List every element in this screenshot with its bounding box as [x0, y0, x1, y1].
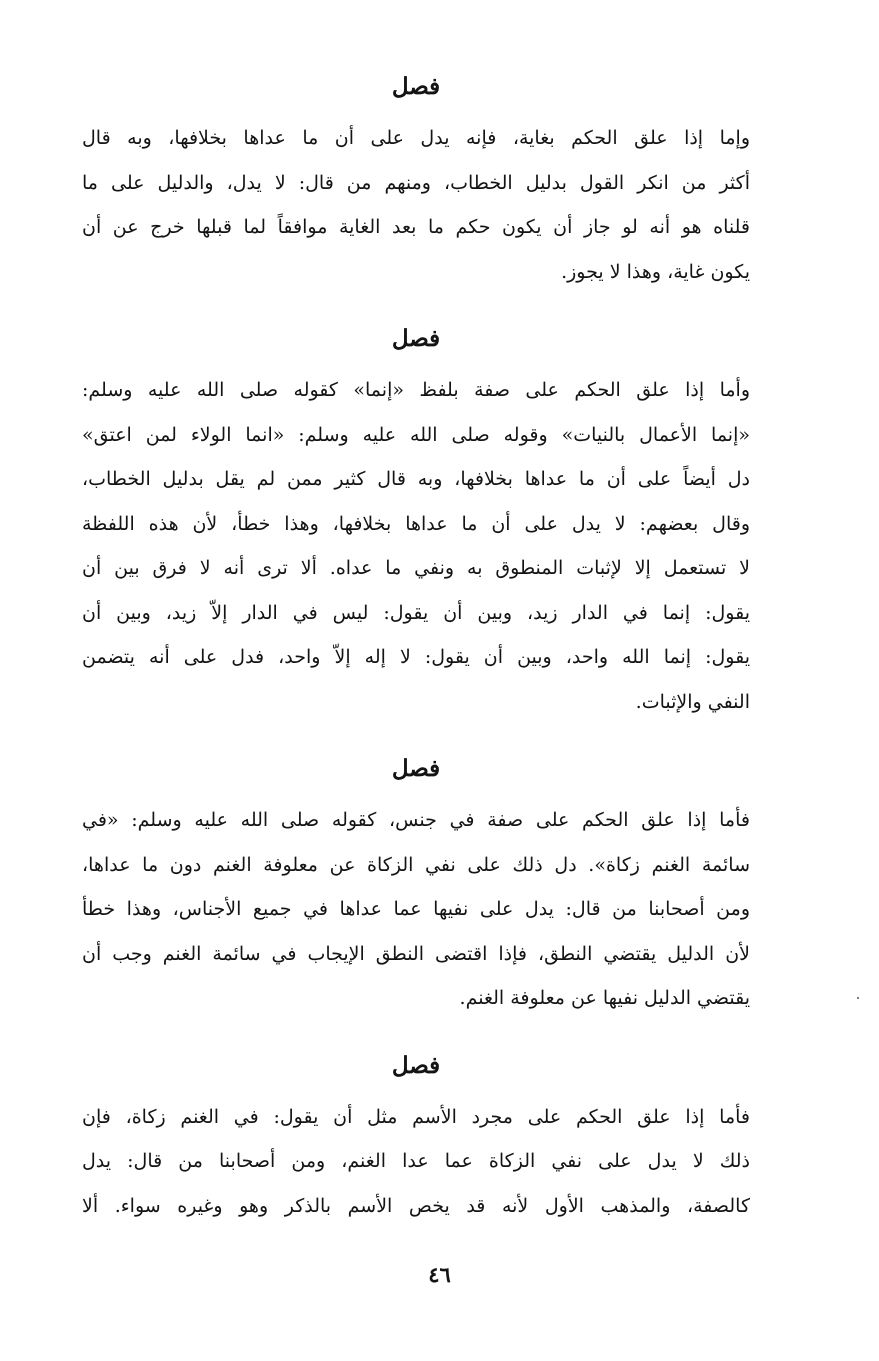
- text-line: لأن الدليل يقتضي النطق، فإذا اقتضى النطق الإيجاب في سائمة الغنم وجب أن: [82, 942, 750, 965]
- paragraph: [82, 798, 750, 1021]
- text-line: يقول: إنما الله واحد، وبين أن يقول: لا إله إلاّ واحد، فدل على أنه يتضمن: [82, 646, 750, 668]
- text-line: يقتضي الدليل نفيها عن معلوفة الغنم.: [459, 987, 750, 1009]
- text-line: يقول: إنما في الدار زيد، وبين أن يقول: ليس في الدار إلاّ زيد، وبين أن: [82, 601, 750, 624]
- page-body: [82, 70, 750, 1228]
- paragraph: [82, 116, 750, 294]
- paragraph: [82, 368, 750, 724]
- section-4: [82, 1049, 750, 1229]
- scan-speck: [857, 997, 859, 999]
- text-line: كالصفة، والمذهب الأول لأنه قد يخص الأسم بالذكر وهو وغيره سواء. ألا: [82, 1194, 750, 1217]
- text-line: أكثر من انكر القول بدليل الخطاب، ومنهم من قال: لا يدل، والدليل على ما: [82, 171, 750, 194]
- section-heading: فصل: [391, 755, 441, 782]
- text-line: النفي والإثبات.: [635, 690, 750, 713]
- section-2: [82, 322, 750, 724]
- paragraph: [82, 1095, 750, 1229]
- section-3: [82, 752, 750, 1021]
- page-number: ٤٦: [428, 1262, 451, 1287]
- section-heading: فصل: [391, 325, 441, 352]
- section-1: [82, 70, 750, 294]
- text-line: وأما إذا علق الحكم على صفة بلفظ «إنما» كقوله صلى الله عليه وسلم:: [82, 379, 750, 401]
- text-line: قلناه هو أنه لو جاز أن يكون حكم ما بعد الغاية موافقاً لما قبلها خرج عن أن: [82, 216, 750, 238]
- text-line: ذلك لا يدل على نفي الزكاة عما عدا الغنم، ومن أصحابنا من قال: يدل: [82, 1150, 750, 1172]
- text-line: يكون غاية، وهذا لا يجوز.: [561, 260, 750, 283]
- text-line: فأما إذا علق الحكم على صفة في جنس، كقوله صلى الله عليه وسلم: «في: [82, 809, 750, 831]
- text-line: فأما إذا علق الحكم على مجرد الأسم مثل أن يقول: في الغنم زكاة، فإن: [82, 1105, 750, 1128]
- section-heading: فصل: [391, 73, 441, 100]
- text-line: وإما إذا علق الحكم بغاية، فإنه يدل على أن ما عداها بخلافها، وبه قال: [82, 127, 750, 149]
- text-line: «إنما الأعمال بالنيات» وقوله صلى الله عليه وسلم: «انما الولاء لمن اعتق»: [82, 423, 750, 446]
- text-line: ومن أصحابنا من قال: يدل على نفيها عما عداها في جميع الأجناس، وهذا خطأ: [82, 898, 750, 920]
- text-line: وقال بعضهم: لا يدل على أن ما عداها بخلافها، وهذا خطأ، لأن هذه اللفظة: [82, 512, 750, 535]
- section-heading: فصل: [391, 1051, 441, 1079]
- text-line: دل أيضاً على أن ما عداها بخلافها، وبه قال كثير ممن لم يقل بدليل الخطاب،: [82, 468, 750, 490]
- text-line: لا تستعمل إلا لإثبات المنطوق به ونفي ما عداه. ألا ترى أنه لا فرق بين أن: [82, 557, 750, 579]
- text-line: سائمة الغنم زكاة». دل ذلك على نفي الزكاة عن معلوفة الغنم دون ما عداها،: [82, 853, 750, 876]
